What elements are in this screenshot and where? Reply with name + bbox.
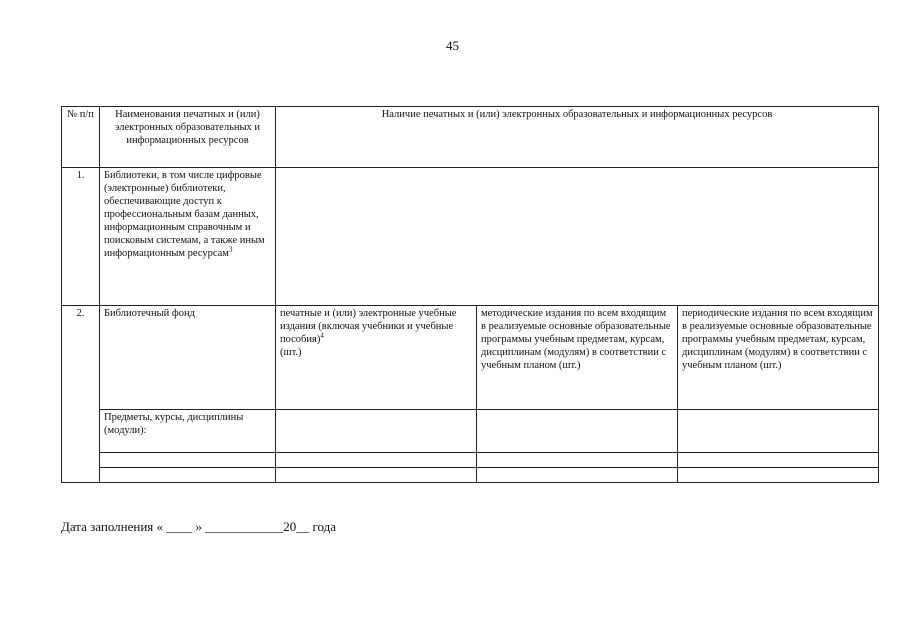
header-name: Наименования печатных и (или) электронных образовательных и информационных ресурсов — [100, 107, 276, 168]
blank2-col2-cell[interactable] — [477, 468, 678, 483]
blank1-col1-cell[interactable] — [276, 453, 477, 468]
row2-num: 2. — [62, 306, 100, 483]
row-libraries — [62, 168, 879, 306]
row3-col2-cell[interactable] — [477, 410, 678, 453]
resources-table — [61, 106, 879, 483]
row1-name-cell — [100, 168, 276, 306]
blank1-name-cell[interactable] — [100, 453, 276, 468]
row-library-fund — [62, 306, 879, 410]
row2-col3: периодические издания по всем входящим в реализуемые основные образовательные программы учебным предметам, курсам, дисциплинам (модулям) в соответствии с учебным планом (шт.) — [678, 306, 879, 410]
row2-col1-cell — [276, 306, 477, 410]
row2-col1: печатные и (или) электронные учебные издания (включая учебники и учебные пособия) — [280, 308, 457, 345]
row-blank-2 — [62, 468, 879, 483]
blank2-name-cell[interactable] — [100, 468, 276, 483]
fill-date-line: Дата заполнения « ____ » ____________20__ года — [61, 519, 337, 534]
row-subjects — [62, 410, 879, 453]
row3-col1-cell[interactable] — [276, 410, 477, 453]
row2-name: Библиотечный фонд — [100, 306, 276, 410]
row1-name: Библиотеки, в том числе цифровые (электронные) библиотеки, обеспечивающие доступ к профессиональным базам данных, информационным справочным и поисковым системам, а также иным информационным ресурсам — [104, 170, 265, 259]
row2-col2: методические издания по всем входящим в реализуемые основные образовательные программы учебным предметам, курсам, дисциплинам (модулям) в соответствии с учебным планом (шт.) — [477, 306, 678, 410]
row1-availability-cell[interactable] — [276, 168, 879, 306]
blank2-col3-cell[interactable] — [678, 468, 879, 483]
blank2-col1-cell[interactable] — [276, 468, 477, 483]
row2-col1-suffix: (шт.) — [280, 347, 302, 358]
row3-col3-cell[interactable] — [678, 410, 879, 453]
row-blank-1 — [62, 453, 879, 468]
row1-footnote: 3 — [228, 245, 233, 254]
row3-name: Предметы, курсы, дисциплины (модули): — [100, 410, 276, 453]
header-availability: Наличие печатных и (или) электронных образовательных и информационных ресурсов — [276, 107, 879, 168]
header-num: № п/п — [62, 107, 100, 168]
blank1-col3-cell[interactable] — [678, 453, 879, 468]
blank1-col2-cell[interactable] — [477, 453, 678, 468]
header-row — [62, 107, 879, 168]
row2-col1-footnote: 4 — [320, 331, 324, 340]
row1-num: 1. — [62, 168, 100, 306]
page-number: 45 — [446, 38, 459, 53]
